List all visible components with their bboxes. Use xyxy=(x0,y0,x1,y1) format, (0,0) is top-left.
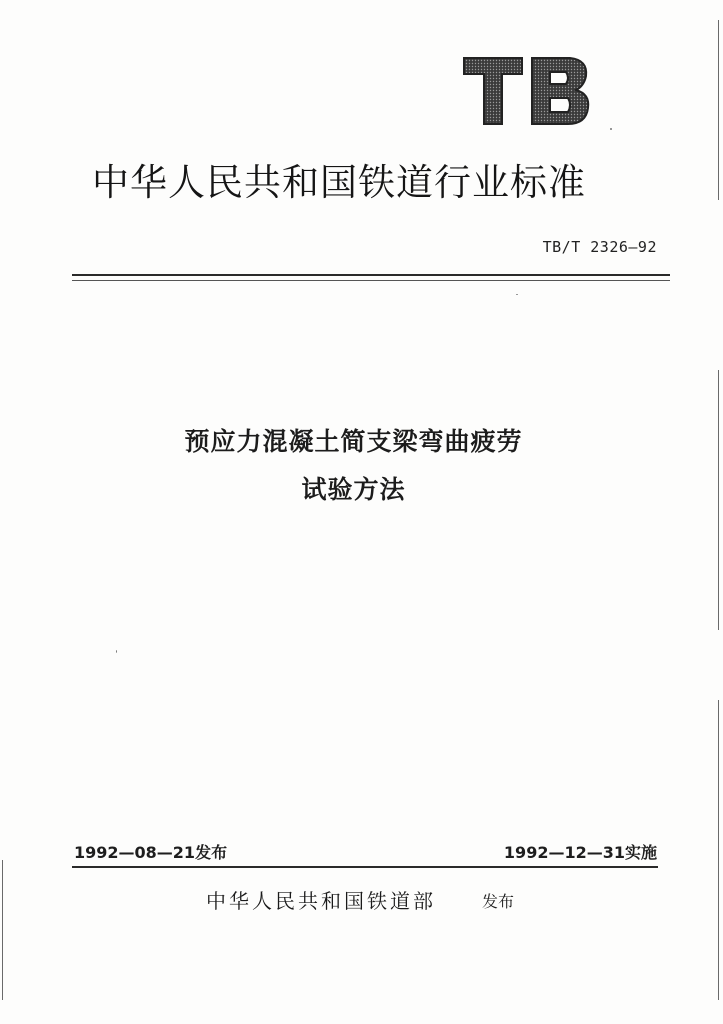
footer-rule xyxy=(72,866,658,868)
tb-logo xyxy=(462,56,592,128)
header-rule xyxy=(72,274,670,276)
scan-speck xyxy=(610,128,612,130)
scan-edge-mark xyxy=(718,20,719,200)
document-title-line2: 试验方法 xyxy=(301,475,406,504)
publisher-name: 中华人民共和国铁道部 xyxy=(206,889,436,913)
publisher-action: 发布 xyxy=(482,892,515,911)
standard-number: TB/T 2326—92 xyxy=(542,238,657,256)
tb-logo-graphic xyxy=(462,56,592,128)
scan-speck xyxy=(116,650,117,653)
scan-edge-mark xyxy=(718,370,719,630)
document-title-line1: 预应力混凝土简支梁弯曲疲劳 xyxy=(184,427,523,456)
issue-date: 1992—08—21发布 xyxy=(74,843,228,862)
effective-date: 1992—12—31实施 xyxy=(503,843,657,862)
scan-edge-mark xyxy=(2,860,3,1000)
standard-category-title: 中华人民共和国铁道行业标准 xyxy=(92,161,586,204)
scan-edge-mark xyxy=(718,700,719,1000)
header-rule-thin xyxy=(72,280,670,281)
scan-speck xyxy=(516,294,518,295)
